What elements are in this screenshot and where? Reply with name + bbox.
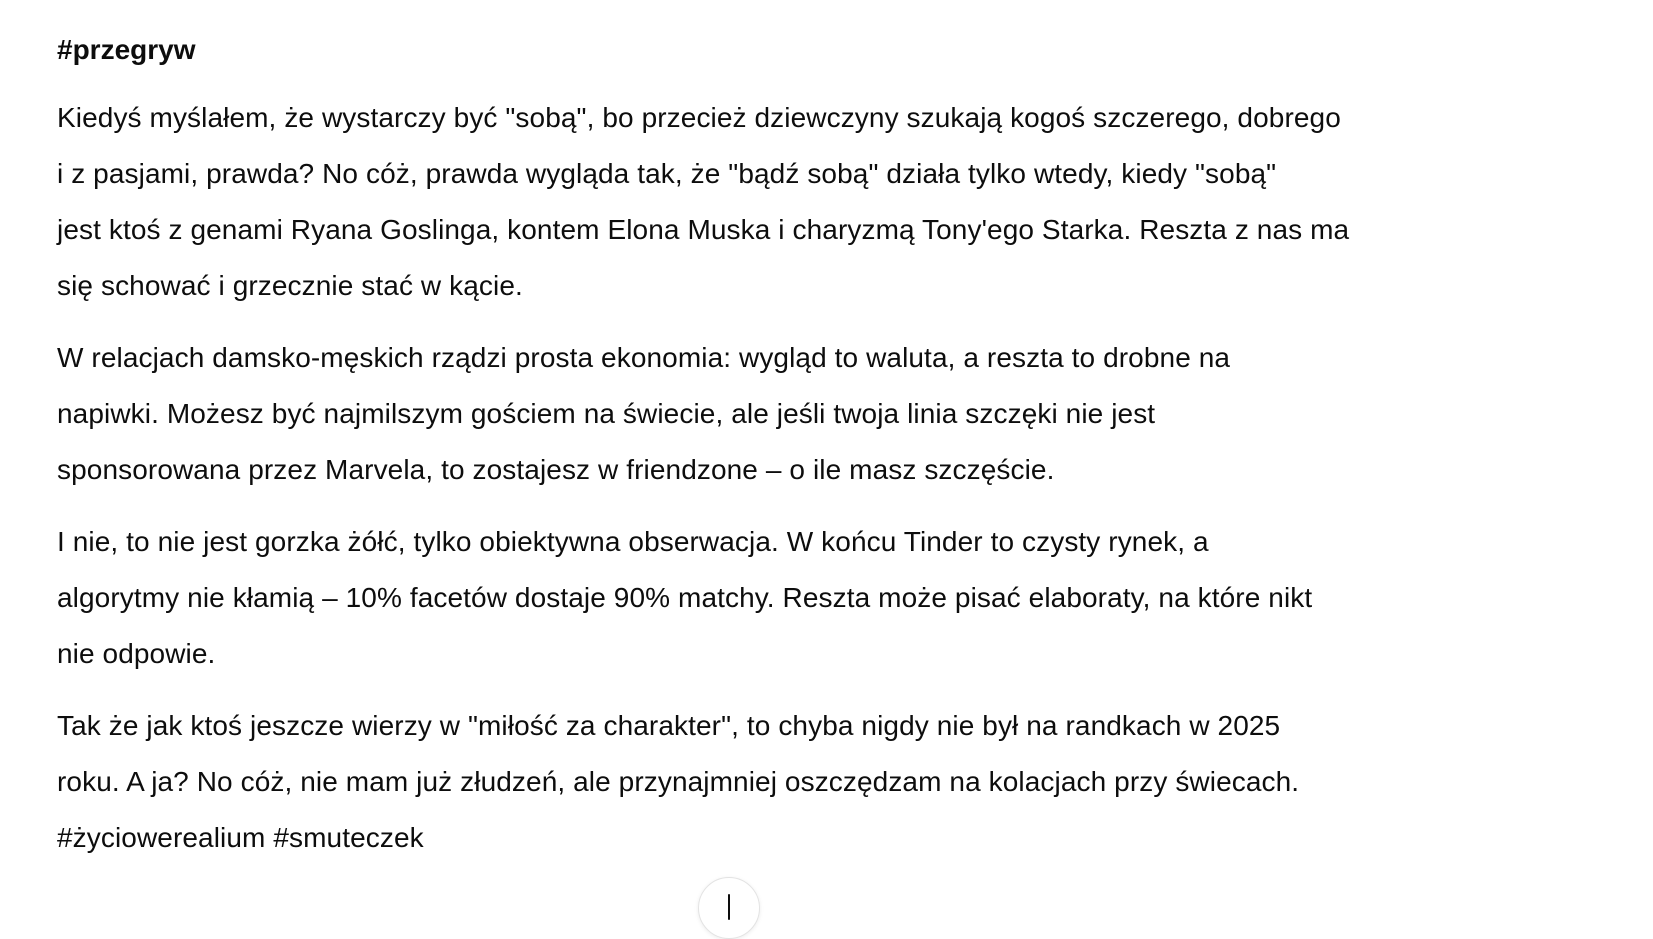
text-line: jest ktoś z genami Ryana Goslinga, kontem Elona Muska i charyzmą Tony'ego Starka. Reszta z nas ma	[57, 214, 1350, 245]
text-line: się schować i grzecznie stać w kącie.	[57, 270, 523, 301]
paragraph-1	[57, 90, 1497, 314]
hashtags-line: #życiowerealium #smuteczek	[57, 822, 424, 853]
text-line: W relacjach damsko-męskich rządzi prosta ekonomia: wygląd to waluta, a reszta to drobne na	[57, 342, 1231, 373]
text-line: i z pasjami, prawda? No cóż, prawda wygląda tak, że "bądź sobą" działa tylko wtedy, kiedy "sobą"	[57, 158, 1277, 189]
text-line: Kiedyś myślałem, że wystarczy być "sobą", bo przecież dziewczyny szukają kogoś szczerego, dobrego	[57, 102, 1341, 133]
paragraph-4	[57, 698, 1497, 866]
arrow-down-icon	[728, 894, 730, 920]
post-hashtag-heading: #przegryw	[57, 34, 196, 65]
message-content	[57, 24, 1497, 882]
text-line: nie odpowie.	[57, 638, 216, 669]
text-line: sponsorowana przez Marvela, to zostajesz w friendzone – o ile masz szczęście.	[57, 454, 1055, 485]
text-line: algorytmy nie kłamią – 10% facetów dostaje 90% matchy. Reszta może pisać elaboraty, na które nikt	[57, 582, 1313, 613]
text-line: I nie, to nie jest gorzka żółć, tylko obiektywna obserwacja. W końcu Tinder to czysty rynek, a	[57, 526, 1209, 557]
paragraph-3	[57, 514, 1497, 682]
text-line: napiwki. Możesz być najmilszym gościem na świecie, ale jeśli twoja linia szczęki nie jest	[57, 398, 1156, 429]
scroll-to-bottom-button[interactable]	[698, 877, 760, 939]
paragraph-2	[57, 330, 1497, 498]
text-line: roku. A ja? No cóż, nie mam już złudzeń, ale przynajmniej oszczędzam na kolacjach przy świecach.	[57, 766, 1300, 797]
text-line: Tak że jak ktoś jeszcze wierzy w "miłość za charakter", to chyba nigdy nie był na randkach w 2025	[57, 710, 1281, 741]
